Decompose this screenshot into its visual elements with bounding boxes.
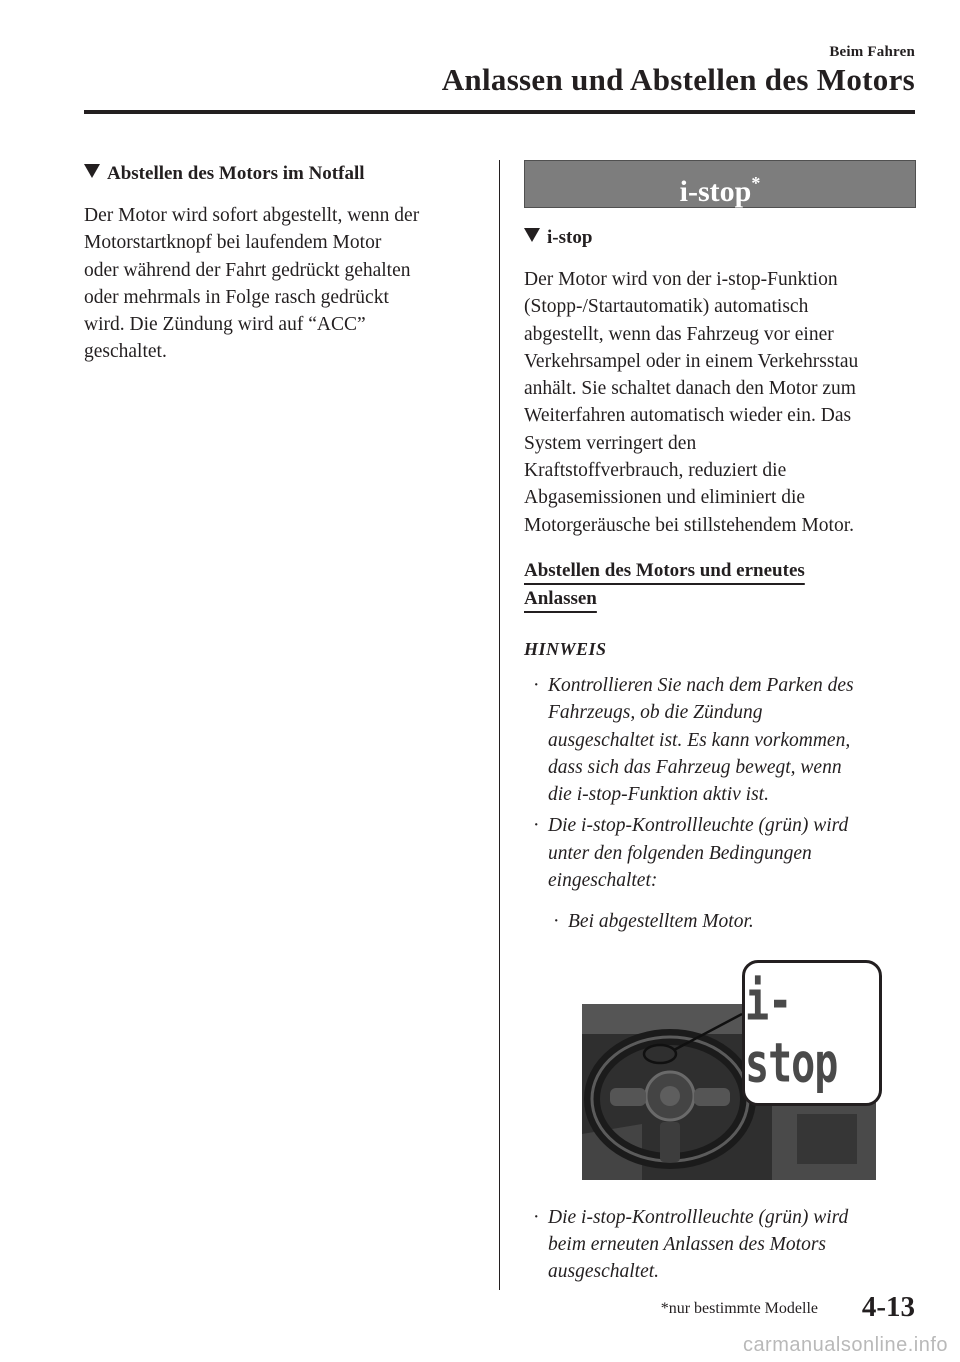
note-subitem-text: Bei abgestelltem Motor. [568, 911, 754, 933]
istop-indicator-figure [582, 960, 942, 1190]
right-column [524, 160, 916, 1290]
emergency-stop-heading-text: Abstellen des Motors im Notfall [107, 163, 365, 184]
left-column [84, 162, 484, 366]
footnote: *nur bestimmte Modelle [660, 1300, 818, 1317]
note-line: Kontrollieren Sie nach dem Parken des [548, 674, 854, 696]
paragraph-line: Der Motor wird sofort abgestellt, wenn der [84, 205, 420, 226]
note-line: die i-stop-Funktion aktiv ist. [548, 784, 769, 806]
istop-heading-text: i-stop [547, 227, 593, 248]
paragraph-line: Abgasemissionen und eliminiert die [524, 487, 806, 509]
subheading-line: Anlassen [524, 587, 597, 609]
stop-restart-subheading [524, 539, 916, 613]
note-line: ausgeschaltet ist. Es kann vorkommen, [548, 729, 851, 751]
paragraph-line: Kraftstoffverbrauch, reduziert die [524, 460, 787, 482]
optional-equipment-mark: * [751, 173, 761, 193]
bullet-icon: · [553, 911, 560, 933]
istop-callout-text: i-stop [745, 970, 838, 1095]
paragraph-line: geschaltet. [84, 341, 167, 363]
paragraph-line: System verringert den [524, 432, 697, 454]
istop-banner [524, 160, 916, 208]
column-divider [499, 160, 500, 1290]
note-subitem [524, 908, 916, 935]
paragraph-line: Der Motor wird von der i-stop-Funktion [524, 269, 838, 290]
istop-callout [742, 960, 882, 1106]
paragraph-line: (Stopp-/Startautomatik) automatisch [524, 296, 809, 318]
note-line: dass sich das Fahrzeug bewegt, wenn [548, 756, 842, 778]
paragraph-line: oder während der Fahrt gedrückt gehalten [84, 259, 411, 281]
paragraph-line: anhält. Sie schaltet danach den Motor zum [524, 378, 856, 400]
note-item [524, 812, 916, 894]
watermark: carmanualsonline.info [742, 1334, 948, 1356]
paragraph-line: Weiterfahren automatisch wieder ein. Das [524, 405, 852, 427]
note-line: Fahrzeugs, ob die Zündung [548, 702, 763, 724]
header-rule [84, 110, 915, 114]
note-line: eingeschaltet: [548, 870, 658, 892]
paragraph-line: Motorgeräusche bei stillstehendem Motor. [524, 514, 854, 536]
istop-heading [524, 226, 916, 250]
note-item [524, 1204, 916, 1286]
paragraph-line: wird. Die Zündung wird auf “ACC” [84, 314, 366, 336]
note-line: Die i-stop-Kontrollleuchte (grün) wird [548, 1206, 849, 1228]
note-line: unter den folgenden Bedingungen [548, 842, 812, 864]
triangle-marker-icon [84, 164, 100, 178]
emergency-stop-paragraph [84, 202, 484, 366]
note-line: beim erneuten Anlassen des Motors [548, 1233, 827, 1255]
section-title: Anlassen und Abstellen des Motors [441, 62, 915, 97]
note-heading: HINWEIS [524, 638, 607, 659]
bullet-icon: · [533, 815, 540, 837]
paragraph-line: Motorstartknopf bei laufendem Motor [84, 232, 382, 254]
page-number: 4-13 [861, 1291, 915, 1323]
note-line: ausgeschaltet. [548, 1261, 660, 1283]
paragraph-line: abgestellt, wenn das Fahrzeug vor einer [524, 323, 834, 345]
note-line: Die i-stop-Kontrollleuchte (grün) wird [548, 815, 849, 837]
triangle-marker-icon [524, 228, 540, 242]
paragraph-line: Verkehrsampel oder in einem Verkehrsstau [524, 350, 859, 372]
emergency-stop-heading [84, 162, 484, 186]
bullet-icon: · [533, 674, 540, 696]
istop-paragraph [524, 266, 916, 539]
bullet-icon: · [533, 1206, 540, 1228]
note-item [524, 672, 916, 808]
subheading-line: Abstellen des Motors und erneutes [524, 559, 805, 581]
istop-banner-text: i-stop [679, 175, 752, 208]
paragraph-line: oder mehrmals in Folge rasch gedrückt [84, 286, 389, 308]
chapter-label: Beim Fahren [829, 44, 915, 60]
